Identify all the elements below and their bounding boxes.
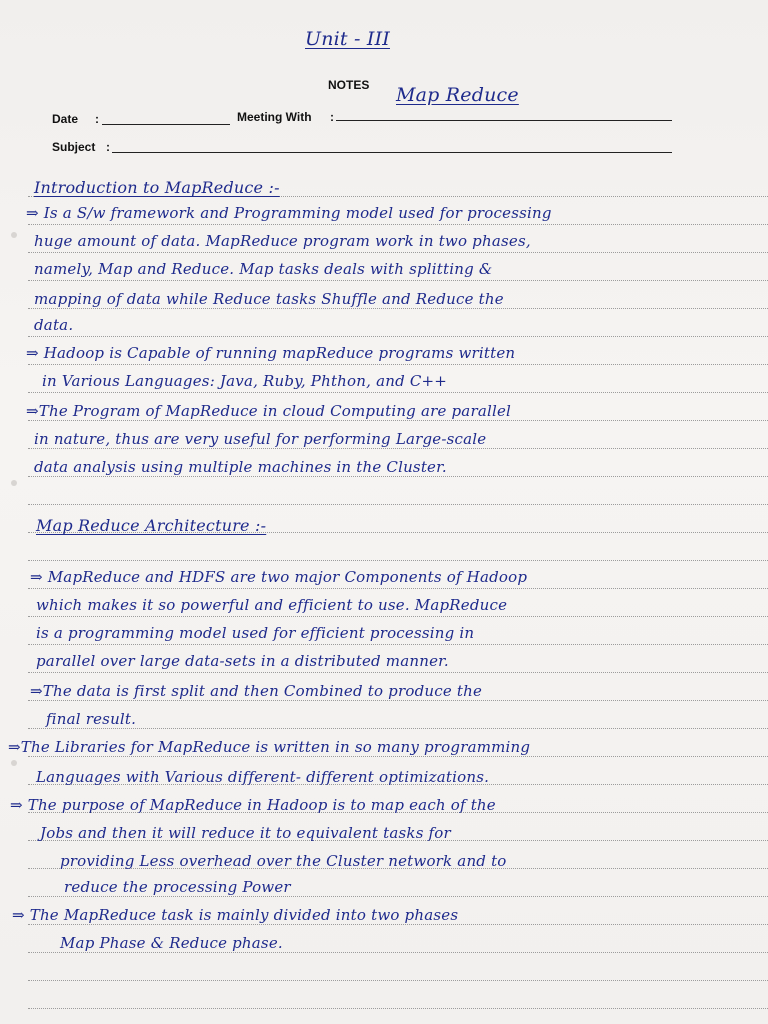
architecture-line: is a programming model used for efficient processing in [36,624,475,642]
architecture-line: final result. [46,710,137,728]
architecture-line: ⇒ The MapReduce task is mainly divided into two phases [12,906,459,924]
binding-hole [11,760,17,766]
architecture-line: which makes it so powerful and efficient to use. MapReduce [36,596,508,614]
intro-line: data analysis using multiple machines in the Cluster. [34,458,447,476]
binding-hole [11,480,17,486]
intro-line: namely, Map and Reduce. Map tasks deals with splitting & [34,260,493,278]
ruled-line [28,700,768,702]
ruled-line [28,588,768,590]
date-line [102,124,230,125]
notes-label: NOTES [328,78,370,92]
ruled-line [28,980,768,982]
intro-line: ⇒ Is a S/w framework and Programming model used for processing [26,204,552,222]
ruled-line [28,616,768,618]
architecture-line: ⇒ MapReduce and HDFS are two major Components of Hadoop [30,568,528,586]
ruled-line [28,308,768,310]
ruled-line [28,448,768,450]
date-label: Date [52,112,79,126]
subject-line [112,152,672,153]
architecture-line: Map Phase & Reduce phase. [60,934,283,952]
architecture-line: Jobs and then it will reduce it to equivalent tasks for [40,824,451,842]
ruled-line [28,756,768,758]
architecture-line: providing Less overhead over the Cluster network and to [60,852,507,870]
ruled-line [28,560,768,562]
intro-line: mapping of data while Reduce tasks Shuffle and Reduce the [34,290,504,308]
ruled-line [28,504,768,506]
intro-line: huge amount of data. MapReduce program work in two phases, [34,232,531,250]
meeting-separator: : [330,110,334,124]
ruled-line [28,224,768,226]
architecture-line: ⇒The Libraries for MapReduce is written in so many programming [8,738,531,756]
ruled-line [28,952,768,954]
ruled-line [28,252,768,254]
intro-heading: Introduction to MapReduce :- [34,178,280,197]
meeting-label: Meeting With [237,110,312,124]
ruled-line [28,364,768,366]
meeting-line [336,120,672,121]
ruled-line [28,728,768,730]
ruled-line [28,896,768,898]
architecture-line: Languages with Various different- different optimizations. [36,768,490,786]
topic-title: Map Reduce [396,84,519,106]
architecture-line: ⇒ The purpose of MapReduce in Hadoop is to map each of the [10,796,496,814]
ruled-line [28,644,768,646]
unit-title: Unit - III [305,28,390,50]
intro-line: in nature, thus are very useful for performing Large-scale [34,430,487,448]
intro-line: in Various Languages: Java, Ruby, Phthon, and C++ [42,372,448,390]
ruled-line [28,672,768,674]
architecture-line: ⇒The data is first split and then Combined to produce the [30,682,483,700]
ruled-line [28,392,768,394]
ruled-line [28,336,768,338]
ruled-line [28,420,768,422]
architecture-line: parallel over large data-sets in a distributed manner. [36,652,449,670]
intro-line: ⇒ Hadoop is Capable of running mapReduce programs written [26,344,516,362]
intro-line: ⇒The Program of MapReduce in cloud Computing are parallel [26,402,512,420]
ruled-line [28,924,768,926]
ruled-line [28,476,768,478]
binding-hole [11,232,17,238]
ruled-line [28,1008,768,1010]
subject-separator: : [106,140,110,154]
architecture-line: reduce the processing Power [64,878,291,896]
intro-line: data. [34,316,74,334]
ruled-line [28,280,768,282]
subject-label: Subject [52,140,96,154]
date-separator: : [95,112,99,126]
architecture-heading: Map Reduce Architecture :- [36,516,267,535]
